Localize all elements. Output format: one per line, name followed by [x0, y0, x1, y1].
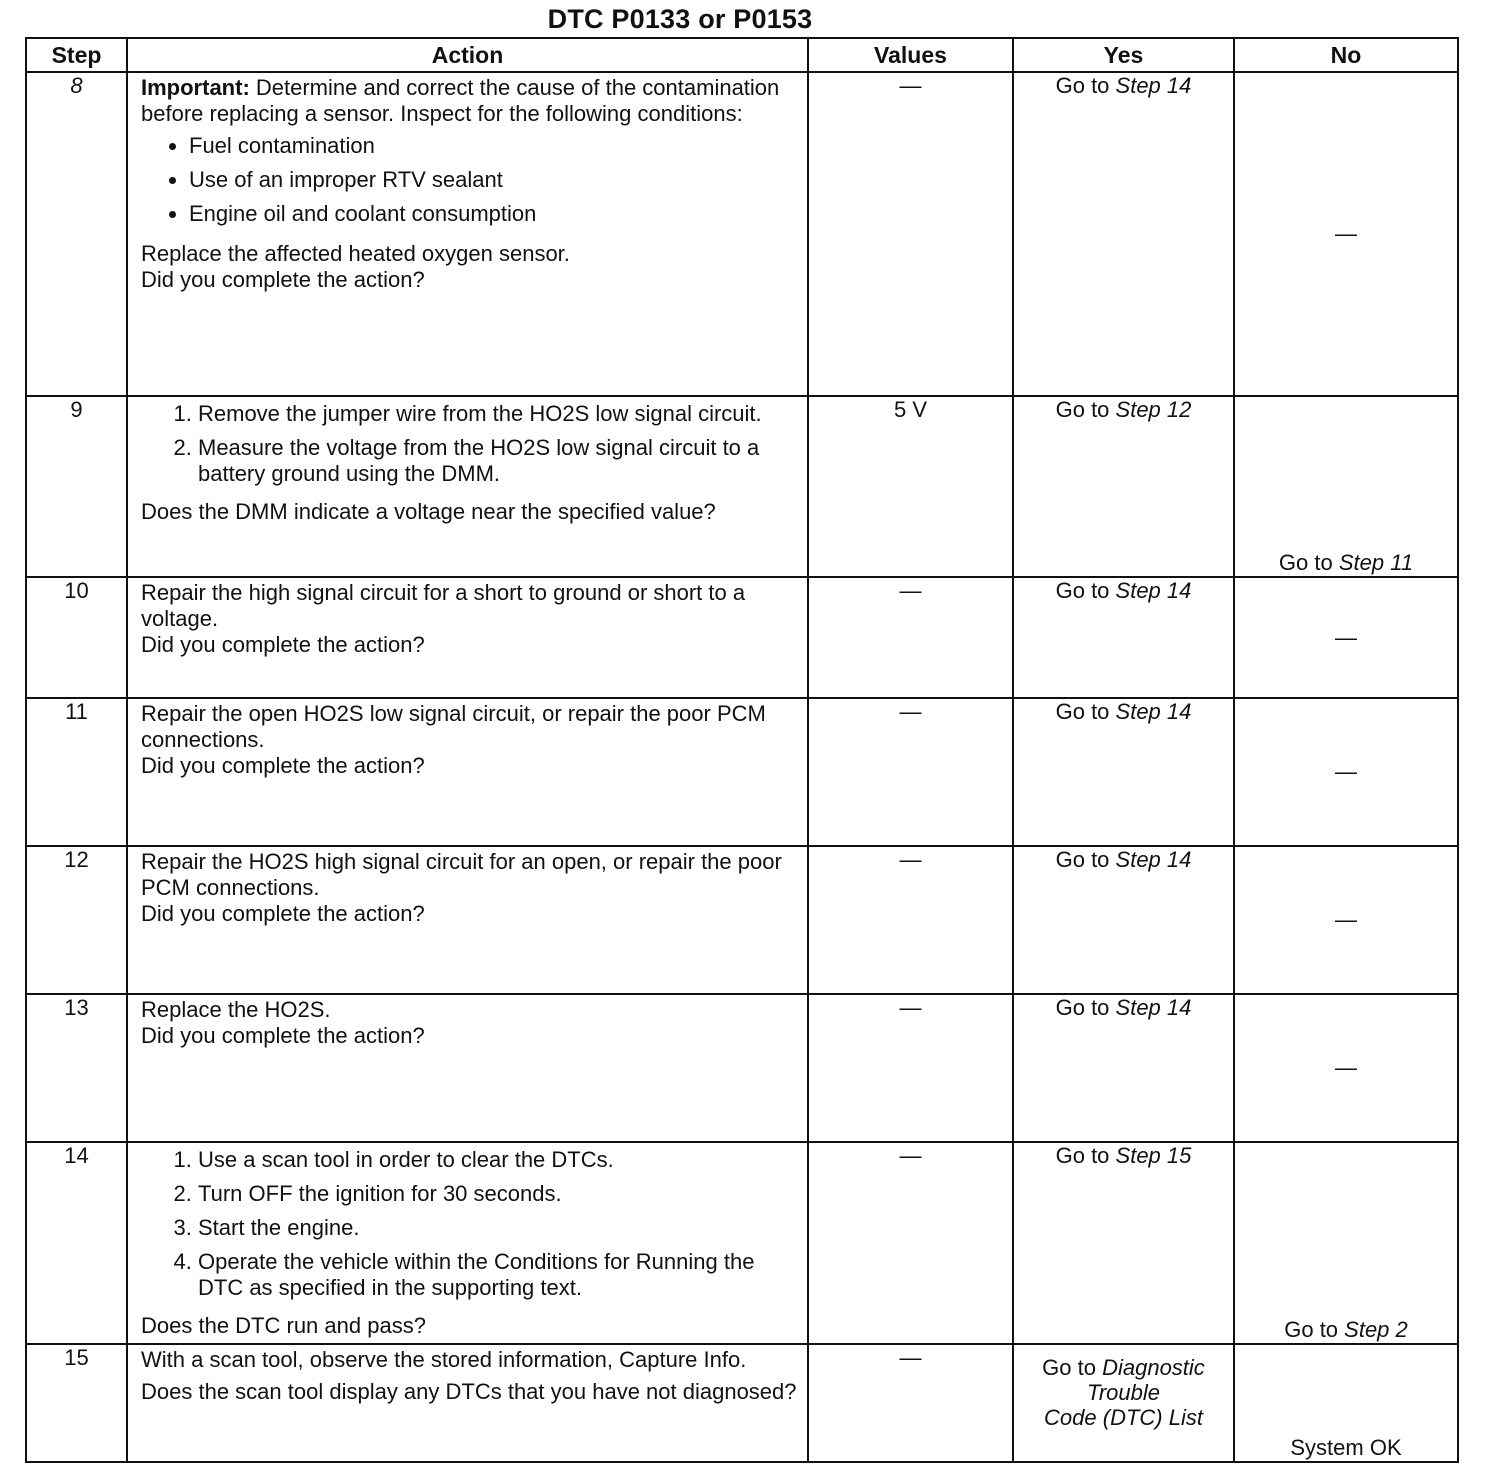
action-text: Repair the high signal circuit for a short to ground or short to a voltage. [141, 580, 746, 631]
yes-cell [1013, 846, 1234, 994]
step-number: 13 [26, 994, 127, 1142]
header-action: Action [127, 38, 808, 72]
action-question: Did you complete the action? [141, 267, 425, 292]
yes-prefix: Go to [1055, 995, 1116, 1020]
procedure-list [141, 401, 797, 495]
action-question: Does the scan tool display any DTCs that you have not diagnosed? [141, 1379, 797, 1404]
yes-step-link: Step 14 [1115, 699, 1192, 724]
action-text: Repair the open HO2S low signal circuit, or repair the poor PCM connections. [141, 701, 766, 752]
action-question: Does the DMM indicate a voltage near the specified value? [141, 499, 716, 524]
no-prefix: Go to [1284, 1317, 1345, 1342]
header-yes: Yes [1013, 38, 1234, 72]
step-number: 9 [26, 396, 127, 577]
yes-step-link: Step 14 [1115, 995, 1192, 1020]
yes-step-link: Step 12 [1115, 397, 1192, 422]
step-number: 11 [26, 698, 127, 846]
yes-cell [1013, 994, 1234, 1142]
yes-cell [1013, 577, 1234, 698]
yes-prefix: Go to [1055, 578, 1116, 603]
list-item: • Use of an improper RTV sealant [189, 167, 797, 193]
yes-prefix: Go to [1055, 397, 1116, 422]
values-cell: — [808, 1142, 1013, 1344]
no-cell: — [1234, 72, 1458, 396]
list-item: 1. Use a scan tool in order to clear the DTCs. [198, 1147, 797, 1173]
list-item: • Fuel contamination [189, 133, 797, 159]
values-cell: — [808, 72, 1013, 396]
values-cell: — [808, 698, 1013, 846]
table-row [26, 1344, 1458, 1462]
conditions-list [141, 133, 797, 235]
action-question: Did you complete the action? [141, 1023, 425, 1048]
values-cell: 5 V [808, 396, 1013, 577]
values-cell: — [808, 577, 1013, 698]
list-item: • Engine oil and coolant consumption [189, 201, 797, 227]
procedure-list [141, 1147, 797, 1309]
header-step: Step [26, 38, 127, 72]
yes-prefix: Go to [1055, 1143, 1116, 1168]
action-text: Repair the HO2S high signal circuit for an open, or repair the poor PCM connections. [141, 849, 782, 900]
yes-prefix: Go to [1042, 1355, 1103, 1380]
table-row [26, 396, 1458, 577]
important-text: Determine and correct the cause of the contamination before replacing a sensor. Inspect for the following conditions: [141, 75, 780, 126]
action-question: Did you complete the action? [141, 753, 425, 778]
action-cell [127, 846, 808, 994]
action-cell [127, 1344, 808, 1462]
action-cell [127, 698, 808, 846]
no-cell: — [1234, 994, 1458, 1142]
yes-prefix: Go to [1055, 699, 1116, 724]
yes-link-line-2: Trouble [1087, 1380, 1160, 1405]
table-header-row [26, 38, 1458, 72]
no-cell: — [1234, 577, 1458, 698]
action-cell [127, 1142, 808, 1344]
action-cell [127, 994, 808, 1142]
action-question: Does the DTC run and pass? [141, 1313, 426, 1338]
table-row [26, 846, 1458, 994]
step-number: 15 [26, 1344, 127, 1462]
yes-step-link: Step 14 [1115, 578, 1192, 603]
page-title: DTC P0133 or P0153 [547, 4, 813, 34]
list-item: 2. Turn OFF the ignition for 30 seconds. [198, 1181, 797, 1207]
step-number: 14 [26, 1142, 127, 1344]
yes-cell [1013, 1344, 1234, 1462]
action-cell [127, 577, 808, 698]
values-cell: — [808, 1344, 1013, 1462]
table-row [26, 72, 1458, 396]
no-cell: — [1234, 698, 1458, 846]
values-cell: — [808, 994, 1013, 1142]
diagnostic-table [25, 37, 1459, 1463]
yes-prefix: Go to [1055, 847, 1116, 872]
no-cell [1234, 396, 1458, 577]
table-row [26, 994, 1458, 1142]
table-row [26, 1142, 1458, 1344]
yes-step-link: Step 14 [1115, 73, 1192, 98]
action-question: Did you complete the action? [141, 901, 425, 926]
action-cell [127, 72, 808, 396]
values-cell: — [808, 846, 1013, 994]
yes-cell [1013, 396, 1234, 577]
list-item: 2. Measure the voltage from the HO2S low signal circuit to a battery ground using the DMM. [198, 435, 797, 487]
header-values: Values [808, 38, 1013, 72]
header-no: No [1234, 38, 1458, 72]
list-item: 1. Remove the jumper wire from the HO2S low signal circuit. [198, 401, 797, 427]
yes-cell [1013, 1142, 1234, 1344]
no-cell: System OK [1234, 1344, 1458, 1462]
action-question: Did you complete the action? [141, 632, 425, 657]
yes-cell [1013, 698, 1234, 846]
step-number: 12 [26, 846, 127, 994]
yes-step-link: Step 14 [1115, 847, 1192, 872]
step-number: 8 [26, 72, 127, 396]
no-cell: — [1234, 846, 1458, 994]
no-step-link: Step 2 [1344, 1317, 1408, 1342]
no-cell [1234, 1142, 1458, 1344]
action-cell [127, 396, 808, 577]
important-note [141, 73, 797, 127]
action-text: Replace the HO2S. [141, 997, 331, 1022]
list-item: 4. Operate the vehicle within the Conditions for Running the DTC as specified in the supporting text. [198, 1249, 797, 1301]
step-number: 10 [26, 577, 127, 698]
yes-prefix: Go to [1055, 73, 1116, 98]
yes-link-line-1: Diagnostic [1102, 1355, 1205, 1380]
yes-step-link: Step 15 [1115, 1143, 1192, 1168]
no-step-link: Step 11 [1338, 550, 1414, 575]
action-text: With a scan tool, observe the stored information, Capture Info. [141, 1347, 747, 1372]
no-prefix: Go to [1278, 550, 1339, 575]
table-row [26, 698, 1458, 846]
important-label: Important: [141, 75, 250, 100]
yes-cell [1013, 72, 1234, 396]
action-instruction: Replace the affected heated oxygen sensor. [141, 241, 570, 266]
yes-link-line-3: Code (DTC) List [1044, 1405, 1203, 1430]
table-row [26, 577, 1458, 698]
list-item: 3. Start the engine. [198, 1215, 797, 1241]
